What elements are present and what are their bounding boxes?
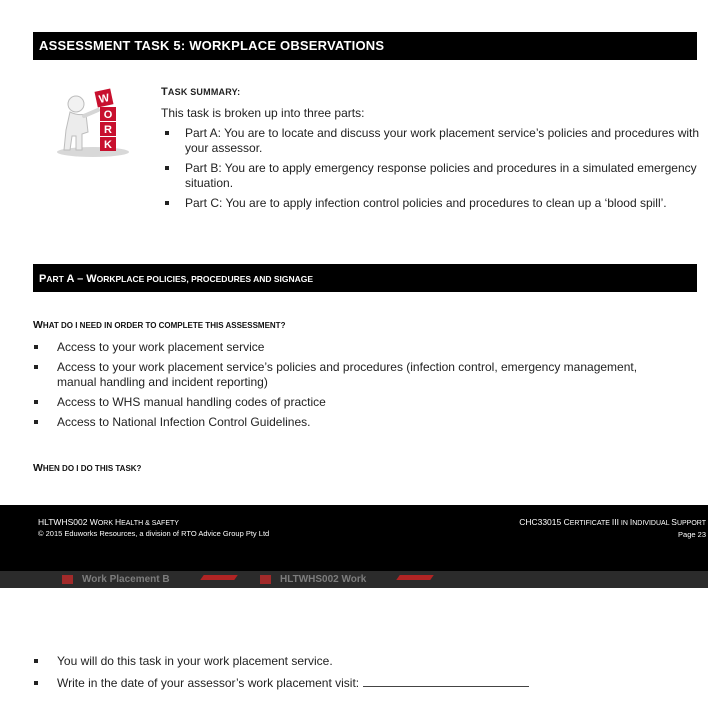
pdf-icon bbox=[62, 575, 73, 584]
taskbar-accent bbox=[396, 575, 434, 580]
list-item: Access to your work placement service’s policies and procedures (infection control, emergency management, manual handling and incident reporting) bbox=[33, 360, 673, 390]
page-footer bbox=[0, 505, 708, 571]
list-item: Part B: You are to apply emergency response policies and procedures in a simulated emergency situation. bbox=[161, 161, 701, 191]
taskbar-accent bbox=[200, 575, 238, 580]
list-item: Part A: You are to locate and discuss your work placement service’s policies and procedures with your assessor. bbox=[161, 126, 701, 156]
when-list bbox=[33, 654, 673, 698]
list-item: Write in the date of your assessor’s work placement visit: bbox=[33, 676, 673, 691]
figure-letter-o: O bbox=[103, 109, 113, 121]
footer-page-number: Page 23 bbox=[678, 530, 706, 539]
figure-letter-w: W bbox=[97, 92, 111, 106]
part-a-header: PART A – WORKPLACE POLICIES, PROCEDURES AND SIGNAGE bbox=[33, 264, 697, 292]
pdf-icon bbox=[260, 575, 271, 584]
list-item: Part C: You are to apply infection control policies and procedures to clean up a ‘blood spill’. bbox=[161, 196, 701, 211]
footer-copyright: © 2015 Eduworks Resources, a division of RTO Advice Group Pty Ltd bbox=[38, 529, 270, 538]
taskbar-strip bbox=[0, 571, 708, 588]
task-parts-list bbox=[161, 126, 701, 211]
figure-letter-r: R bbox=[104, 124, 112, 136]
work-figure-illustration bbox=[54, 80, 132, 158]
figure-letter-k: K bbox=[104, 139, 112, 151]
list-item: You will do this task in your work placement service. bbox=[33, 654, 673, 669]
taskbar-item-hltwhs002[interactable]: HLTWHS002 Work bbox=[260, 573, 366, 586]
footer-unit-title: HLTWHS002 WORK HEALTH & SAFETY bbox=[38, 517, 179, 527]
date-blank-field[interactable] bbox=[363, 676, 529, 687]
task-summary-title: TASK SUMMARY: bbox=[161, 86, 241, 98]
list-item: Access to National Infection Control Guidelines. bbox=[33, 415, 673, 430]
task-summary bbox=[161, 86, 701, 216]
when-heading: WHEN DO I DO THIS TASK? bbox=[33, 462, 142, 474]
task-summary-intro: This task is broken up into three parts: bbox=[161, 106, 365, 120]
list-item: Access to WHS manual handling codes of practice bbox=[33, 395, 673, 410]
taskbar-item-work-placement[interactable]: Work Placement B bbox=[62, 573, 170, 586]
task-header: ASSESSMENT TASK 5: WORKPLACE OBSERVATIONS bbox=[33, 32, 697, 60]
footer-qualification: CHC33015 CERTIFICATE III IN INDIVIDUAL SUPPORT bbox=[519, 517, 706, 527]
need-heading: WHAT DO I NEED IN ORDER TO COMPLETE THIS ASSESSMENT? bbox=[33, 319, 286, 331]
list-item: Access to your work placement service bbox=[33, 340, 673, 355]
requirements-list bbox=[33, 340, 673, 435]
